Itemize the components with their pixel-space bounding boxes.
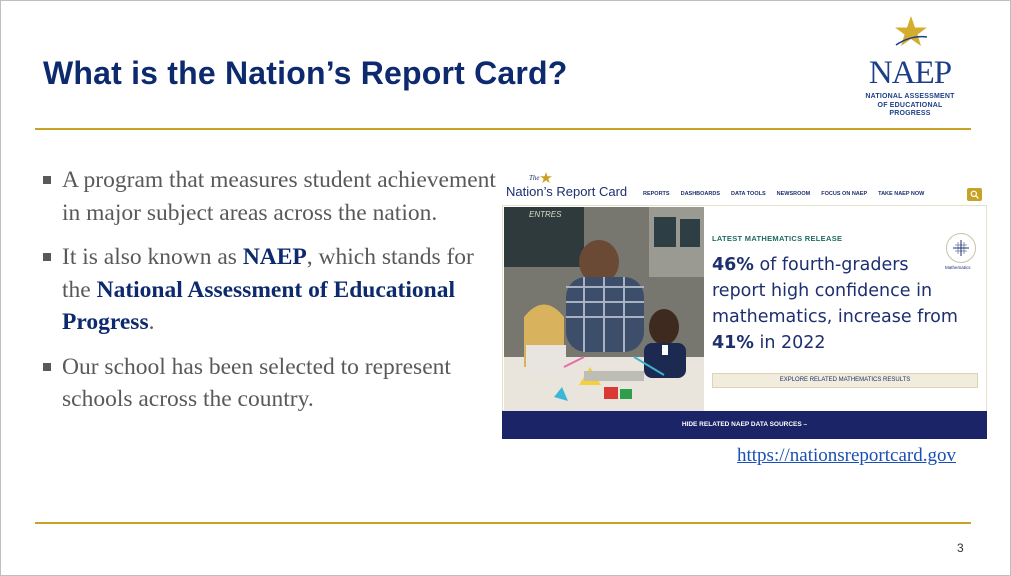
bullet-item	[41, 351, 501, 416]
logo-subtitle-line: NATIONAL ASSESSMENT	[865, 93, 955, 100]
explore-results-button[interactable]: EXPLORE RELATED MATHEMATICS RESULTS	[712, 373, 978, 388]
logo-subtitle	[861, 93, 959, 119]
stat-figure: 46%	[712, 255, 754, 275]
star-icon	[894, 15, 928, 49]
classroom-photo	[504, 207, 704, 411]
mathematics-icon	[946, 233, 976, 263]
page-number: 3	[957, 541, 964, 555]
brand-star-icon	[540, 172, 552, 184]
bullet-item	[41, 164, 501, 229]
logo-subtitle-line: PROGRESS	[889, 110, 931, 117]
stat-text: in 2022	[753, 333, 826, 353]
slide-title: What is the Nation’s Report Card?	[43, 55, 568, 91]
stat-figure: 41%	[712, 333, 754, 353]
nav-focus-on-naep[interactable]: FOCUS ON NAEP	[821, 191, 868, 197]
bullet-text: , which stands for the	[62, 244, 474, 303]
bullet-text: Our school has been selected to represent schools across the country.	[62, 353, 451, 412]
stat-text: of fourth-graders report high confidence in mathematics, increase from	[712, 255, 958, 327]
classroom-illustration	[504, 207, 704, 411]
logo-wordmark: NAEP	[868, 55, 952, 91]
bullet-marker	[43, 253, 51, 261]
nav-reports[interactable]: REPORTS	[643, 191, 670, 197]
site-search-button[interactable]	[967, 188, 982, 201]
bullet-text: A program that measures student achievement in major subject areas across the nation.	[62, 167, 496, 226]
site-brand[interactable]: Nation’s Report Card	[506, 184, 628, 199]
nav-take-naep-now[interactable]: TAKE NAEP NOW	[878, 191, 925, 197]
nav-dashboards[interactable]: DASHBOARDS	[680, 191, 721, 197]
chalkboard-text: ENTRES	[529, 210, 562, 219]
bullet-emphasis: NAEP	[242, 244, 307, 270]
nav-data-tools[interactable]: DATA TOOLS	[731, 191, 766, 197]
hero-banner	[502, 205, 987, 411]
website-link[interactable]: https://nationsreportcard.gov	[737, 445, 956, 466]
release-label: LATEST MATHEMATICS RELEASE	[712, 234, 843, 243]
release-panel	[704, 207, 986, 411]
nav-newsroom[interactable]: NEWSROOM	[776, 191, 811, 197]
subject-label: Mathematics	[945, 265, 971, 270]
naep-logo	[861, 15, 959, 119]
bullet-item	[41, 241, 501, 339]
bullet-text: It is also known as	[62, 244, 243, 270]
release-statistic	[712, 252, 964, 356]
website-screenshot	[502, 171, 987, 439]
site-nav-links	[643, 191, 924, 197]
search-icon	[970, 190, 979, 199]
hide-data-sources-bar[interactable]: HIDE RELATED NAEP DATA SOURCES –	[502, 411, 987, 439]
site-navbar	[502, 171, 987, 205]
bullet-list	[41, 164, 501, 428]
brand-the: The	[529, 174, 540, 182]
bullet-text: .	[148, 309, 155, 335]
bullet-marker	[43, 363, 51, 371]
bottom-divider	[35, 522, 971, 524]
bullet-marker	[43, 176, 51, 184]
top-divider	[35, 128, 971, 130]
logo-subtitle-line: OF EDUCATIONAL	[877, 101, 943, 109]
plus-grid-icon	[947, 234, 975, 262]
bullet-emphasis: National Assessment of Educational Progress	[62, 276, 456, 335]
